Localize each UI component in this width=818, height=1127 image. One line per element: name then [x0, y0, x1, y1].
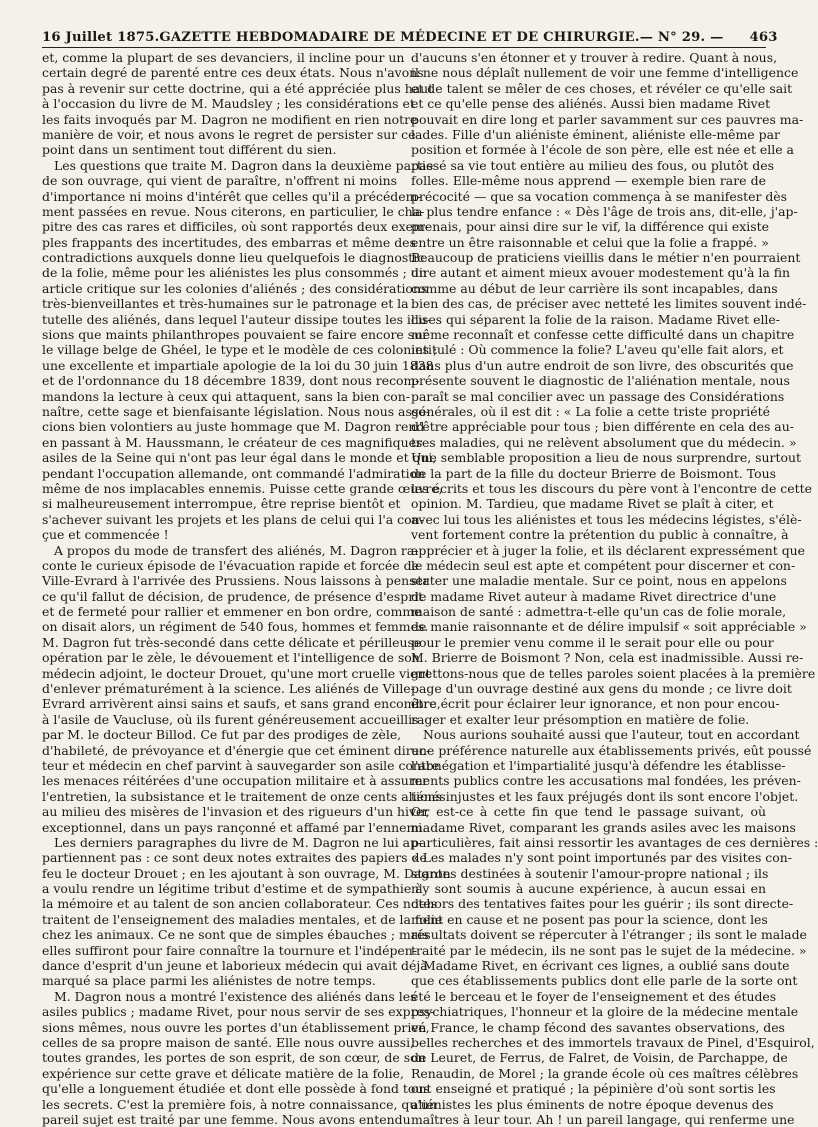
text-line: en passant à M. Haussmann, le créateur de ces magnifiques — [42, 434, 423, 450]
text-line: ment passées en revue. Nous citerons, en particulier, le cha- — [42, 203, 425, 219]
text-line: madame Rivet, comparant les grands asiles avec les maisons — [411, 819, 796, 835]
header-date: 16 Juillet 1875. — [42, 30, 160, 45]
text-line: ce qu'il fallut de décision, de prudence, de présence d'esprit — [42, 588, 424, 604]
text-line: très-bienveillantes et très-humaines sur le patronage et la — [42, 296, 409, 312]
text-line: à l'asile de Vaucluse, où ils furent généreusement accueillis — [42, 711, 419, 727]
text-line: dire autant et aiment mieux avouer modestement qu'à la fin — [411, 265, 791, 281]
text-line: la plus tendre enfance : « Dès l'âge de trois ans, dit-elle, j'ap- — [411, 203, 798, 219]
text-line: rager et exalter leur présomption en matière de folie. — [411, 711, 750, 727]
text-line: s'achever suivant les projets et les plans de celui qui l'a con- — [42, 511, 424, 527]
text-line: asiles publics ; madame Rivet, pour nous servir de ses expres- — [42, 1004, 435, 1020]
text-line: lades. Fille d'un aliéniste éminent, aliéniste elle-même par — [411, 126, 780, 142]
text-line: et, comme la plupart de ses devanciers, il incline pour un — [42, 50, 405, 65]
text-line: çue et commencée ! — [42, 527, 169, 543]
text-line: Une semblable proposition a lieu de nous surprendre, surtout — [411, 450, 801, 466]
text-line: d'aucuns s'en étonner et y trouver à redire. Quant à nous, — [411, 50, 778, 65]
text-line: et de l'ordonnance du 18 décembre 1839, dont nous recom- — [42, 373, 420, 389]
text-line: chez les animaux. Ce ne sont que de simples ébauches ; mais — [42, 927, 429, 943]
text-line: d'importance ni moins d'intérêt que celles qu'il a précédem- — [42, 188, 422, 204]
text-line: elles suffiront pour faire connaître la tournure et l'indépen- — [42, 942, 417, 958]
text-line: traité par le médecin, ils ne sont pas le sujet de la médecine. » — [411, 942, 807, 958]
text-line: comme au début de leur carrière ils sont incapables, dans — [411, 280, 778, 296]
text-line: position et formée à l'école de son père, elle est née et elle a — [411, 142, 794, 158]
text-line: et de talent se mêler de ces choses, et révéler ce qu'elle sait — [411, 80, 793, 96]
text-line: de la folie, même pour les aliénistes les plus consommés ; un — [42, 265, 427, 281]
text-line: intitulé : Où commence la folie? L'aveu qu'elle fait alors, et — [411, 342, 784, 358]
text-columns — [42, 50, 818, 1127]
text-line: Madame Rivet, en écrivant ces lignes, a oublié sans doute — [423, 958, 790, 974]
text-line: expérience sur cette grave et délicate matière de la folie, — [42, 1065, 404, 1081]
text-line: Beaucoup de praticiens vieillis dans le métier n'en pourraient — [411, 250, 801, 266]
text-line: maison de santé : admettra-t-elle qu'un cas de folie morale, — [411, 604, 787, 620]
text-line: que ces établissements publics dont elle parle de la sorte ont — [411, 973, 798, 989]
text-line: présente souvent le diagnostic de l'aliénation mentale, nous — [411, 373, 790, 389]
text-line: les menaces réitérées d'une occupation militaire et à assurer — [42, 773, 429, 789]
text-line: cises qui séparent la folie de la raison. Madame Rivet elle- — [411, 311, 780, 327]
text-line: médecin adjoint, le docteur Drouet, qu'une mort cruelle vient — [42, 665, 431, 681]
text-line: paraît se mal concilier avec un passage des Considérations — [411, 388, 785, 404]
text-line: Evrard arrivèrent ainsi sains et saufs, et sans grand encombre, — [42, 696, 441, 712]
text-line: sions que maints philanthropes pouvaient se faire encore sur — [42, 327, 429, 343]
text-line: avec lui tous les aliénistes et tous les médecins légistes, s'élè- — [411, 511, 802, 527]
text-line: pendant l'occupation allemande, ont commandé l'admiration — [42, 465, 426, 481]
text-line: et de fermeté pour rallier et emmener en bon ordre, comme — [42, 604, 422, 620]
text-line: le médecin seul est apte et compétent pour discerner et con- — [411, 557, 796, 573]
text-line: psychiatriques, l'honneur et la gloire de la médecine mentale — [411, 1004, 799, 1020]
text-line: n'y sont soumis à aucune expérience, à aucun essai en — [411, 881, 766, 897]
text-line: Nous aurions souhaité aussi que l'auteur, tout en accordant — [423, 727, 800, 743]
page-number: 463 — [749, 30, 778, 45]
text-line: opération par le zèle, le dévouement et l'intelligence de son — [42, 650, 420, 666]
text-line: bien des cas, de préciser avec netteté les limites souvent indé- — [411, 296, 807, 312]
text-line: dance d'esprit d'un jeune et laborieux médecin qui avait déjà — [42, 958, 428, 974]
text-line: stater une maladie mentale. Sur ce point, nous en appelons — [411, 573, 787, 589]
text-line: manière de voir, et nous avons le regret de persister sur ce — [42, 126, 416, 142]
text-line: de madame Rivet auteur à madame Rivet directrice d'une — [411, 588, 777, 604]
text-line: passé sa vie tout entière au milieu des fous, ou plutôt des — [411, 157, 774, 173]
text-line: d'habileté, de prévoyance et d'énergie que cet éminent direc- — [42, 742, 431, 758]
text-line: ont enseigné et pratiqué ; la pépinière d'où sont sortis les — [411, 1081, 776, 1097]
text-line: contradictions auxquels donne lieu quelquefois le diagnostic — [42, 250, 425, 266]
text-line: au milieu des misères de l'invasion et des rigueurs d'un hiver — [42, 804, 430, 820]
text-line: grettons-nous que de telles paroles soient placées à la première — [411, 665, 816, 681]
text-line: entre un être raisonnable et celui que la folie a frappé. » — [411, 234, 769, 250]
text-line: point dans un sentiment tout différent du sien. — [42, 142, 337, 158]
text-line: il ne nous déplaît nullement de voir une femme d'intelligence — [411, 65, 799, 81]
text-line: le village belge de Ghéel, le type et le modèle de ces colonies ; — [42, 342, 438, 358]
text-line: M. Dagron nous a montré l'existence des aliénés dans les — [54, 988, 417, 1004]
text-line: naître, cette sage et bienfaisante législation. Nous nous asso- — [42, 403, 430, 419]
header-right — [640, 30, 778, 45]
text-line: particulières, fait ainsi ressortir les avantages de ces dernières : — [411, 834, 818, 850]
column-left — [42, 50, 451, 1127]
text-line: ments publics contre les accusations mal fondées, les préven- — [411, 773, 801, 789]
text-line: la mémoire et au talent de son ancien collaborateur. Ces notes — [42, 896, 438, 912]
text-line: apprécier et à juger la folie, et ils déclarent expressément que — [411, 542, 806, 558]
issue-number: — N° 29. — — [639, 30, 724, 45]
text-line: d'enlever prématurément à la science. Les aliénés de Ville- — [42, 681, 415, 697]
text-line: résultats doivent se répercuter à l'étranger ; ils sont le malade — [411, 927, 807, 943]
text-line: été le berceau et le foyer de l'enseignement et des études — [411, 988, 777, 1004]
text-line: pitre des cas rares et difficiles, où sont rapportés deux exem- — [42, 219, 429, 235]
text-line: pouvait en dire long et parler savamment sur ces pauvres ma- — [411, 111, 804, 127]
text-line: pas à revenir sur cette doctrine, qui a été appréciée plus haut — [42, 80, 434, 96]
text-line: même de nos implacables ennemis. Puisse cette grande œuvre, — [42, 480, 443, 496]
text-line: asiles de la Seine qui n'ont pas leur égal dans le monde et qui, — [42, 450, 437, 466]
text-line: celles de sa propre maison de santé. Elle nous ouvre aussi, — [42, 1035, 415, 1050]
text-line: en France, le champ fécond des savantes observations, des — [411, 1019, 785, 1035]
text-line: vent fortement contre la prétention du public à connaître, à — [411, 527, 789, 543]
text-line: de Leuret, de Ferrus, de Falret, de Voisin, de Parchappe, de — [411, 1050, 788, 1066]
text-line: précocité — que sa vocation commença à se manifester dès — [411, 188, 788, 204]
text-line: de son ouvrage, qui vient de paraître, n'offrent ni moins — [42, 173, 397, 189]
header-title: GAZETTE HEBDOMADAIRE DE MÉDECINE ET DE CHIRURGIE. — [159, 30, 640, 45]
text-line: les faits invoqués par M. Dagron ne modifient en rien notre — [42, 111, 418, 127]
text-line: Ville-Evrard à l'arrivée des Prussiens. Nous laissons à penser — [42, 573, 429, 589]
text-line: mandons la lecture à ceux qui attaquent, sans la bien con- — [42, 388, 411, 404]
text-line: pour le premier venu comme il le serait pour elle ou pour — [411, 634, 774, 650]
text-line: de la part de la fille du docteur Brierre de Boismont. Tous — [411, 465, 776, 481]
text-line: tutelle des aliénés, dans lequel l'auteur dissipe toutes les illu- — [42, 311, 432, 327]
text-line: Or, est-ce à cette fin que tend le passage suivant, où — [411, 804, 766, 820]
text-line: l'abnégation et l'impartialité jusqu'à défendre les établisse- — [411, 757, 786, 773]
text-line: à l'occasion du livre de M. Maudsley ; les considérations et — [42, 96, 415, 112]
text-line: générales, où il est dit : « La folie a cette triste propriété — [411, 403, 770, 419]
text-line: même reconnaît et confesse cette difficulté dans un chapitre — [411, 327, 795, 343]
text-line: M. Brierre de Boismont ? Non, cela est inadmissible. Aussi re- — [411, 650, 804, 666]
text-line: Les derniers paragraphes du livre de M. Dagron ne lui ap- — [54, 834, 423, 850]
text-line: toutes grandes, les portes de son esprit, de son cœur, de son — [42, 1050, 426, 1066]
text-line: certain degré de parenté entre ces deux états. Nous n'avons — [42, 65, 424, 81]
text-line: M. Dagron fut très-secondé dans cette délicate et périlleuse — [42, 634, 422, 650]
text-line: Les questions que traite M. Dagron dans la deuxième partie — [54, 157, 434, 173]
text-line: belles recherches et des immortels travaux de Pinel, d'Esquirol, — [411, 1035, 815, 1050]
text-line: tres maladies, qui ne relèvent absolument que du médecin. » — [411, 434, 797, 450]
text-line: de manie raisonnante et de délire impulsif « soit appréciable » — [411, 619, 807, 635]
text-line: d'être appréciable pour tous ; bien différente en cela des au- — [411, 419, 794, 435]
text-line: et ce qu'elle pense des aliénés. Aussi bien madame Rivet — [411, 96, 771, 112]
text-line: maîtres à leur tour. Ah ! un pareil langage, qui renferme une — [411, 1111, 795, 1127]
text-line: conte le curieux épisode de l'évacuation rapide et forcée de — [42, 557, 419, 573]
text-line: teur et médecin en chef parvint à sauvegarder son asile contre — [42, 757, 440, 773]
text-line: dehors des tentatives faites pour les guérir ; ils sont directe- — [411, 896, 794, 912]
text-line: article critique sur les colonies d'aliénés ; des considérations — [42, 280, 428, 296]
text-line: « Les malades n'y sont point importunés par des visites con- — [411, 850, 792, 866]
text-line: par M. le docteur Billod. Ce fut par des prodiges de zèle, — [42, 727, 402, 743]
text-line: Renaudin, de Morel ; la grande école où ces maîtres célèbres — [411, 1065, 799, 1081]
text-line: qu'elle a longuement étudiée et dont elle possède à fond tous — [42, 1081, 430, 1097]
text-line: cions bien volontiers au juste hommage que M. Dagron rend — [42, 419, 425, 435]
text-line: être écrit pour éclairer leur ignorance, et non pour encou- — [411, 696, 780, 712]
text-line: ples frappants des incertitudes, des embarras et même des — [42, 234, 416, 250]
text-line: tions injustes et les faux préjugés dont ils sont encore l'objet. — [411, 788, 799, 804]
text-line: folles. Elle-même nous apprend — exemple bien rare de — [411, 173, 766, 189]
text-line: on disait alors, un régiment de 540 fous, hommes et femmes. — [42, 619, 429, 635]
text-line: feu le docteur Drouet ; en les ajoutant à son ouvrage, M. Dagron — [42, 865, 451, 881]
text-line: prenais, pour ainsi dire sur le vif, la différence qui existe — [411, 219, 769, 235]
text-line: aliénistes les plus éminents de notre époque devenus des — [411, 1096, 774, 1112]
text-line: exceptionnel, dans un pays rançonné et affamé par l'ennemi. — [42, 819, 427, 835]
text-line: pareil sujet est traité par une femme. Nous avons entendu — [42, 1111, 411, 1127]
text-line: une préférence naturelle aux établissements privés, eût poussé — [411, 742, 812, 758]
column-right — [411, 50, 818, 1127]
text-line: opinion. M. Tardieu, que madame Rivet se plaît à citer, et — [411, 496, 774, 512]
text-line: traitent de l'enseignement des maladies mentales, et de la folie — [42, 911, 443, 927]
text-line: ment en cause et ne posent pas pour la science, dont les — [411, 911, 768, 927]
text-line: sions mêmes, nous ouvre les portes d'un établissement privé, — [42, 1019, 430, 1035]
text-line: dans plus d'un autre endroit de son livre, des obscurités que — [411, 357, 794, 373]
text-line: l'entretien, la subsistance et le traitement de onze cents aliénés — [42, 788, 446, 804]
text-line: page d'un ouvrage destiné aux gens du monde ; ce livre doit — [411, 681, 792, 697]
text-line: stantes destinées à soutenir l'amour-propre national ; ils — [411, 865, 769, 881]
text-line: marqué sa place parmi les aliénistes de notre temps. — [42, 973, 376, 989]
text-line: si malheureusement interrompue, être reprise bientôt et — [42, 496, 401, 512]
running-header — [42, 30, 778, 48]
text-line: les écrits et tous les discours du père vont à l'encontre de cette — [411, 480, 812, 496]
text-line: une excellente et impartiale apologie de la loi du 30 juin 1838 — [42, 357, 434, 373]
text-line: partiennent pas : ce sont deux notes extraites des papiers de — [42, 850, 427, 866]
text-line: les secrets. C'est la première fois, à notre connaissance, qu'un — [42, 1096, 437, 1112]
text-line: a voulu rendre un légitime tribut d'estime et de sympathie à — [42, 881, 423, 897]
text-line: A propos du mode de transfert des aliénés, M. Dagron ra- — [54, 542, 419, 558]
